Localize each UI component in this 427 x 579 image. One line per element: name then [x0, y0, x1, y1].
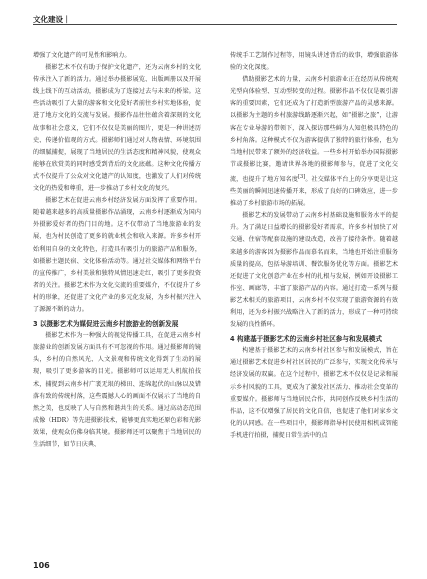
section-heading: 3 以摄影艺术为媒促进云南乡村旅游业的创新发展: [33, 320, 179, 329]
paragraph: 增强了文化遗产的可见性和影响力。: [33, 52, 131, 59]
paragraph: 摄影艺术在促进云南乡村经济发展方面发挥了重要作用。随着越来越多的高质量摄影作品涌现，云南乡村逐渐成为国内外摄影爱好者的热门目的地。这不仅带动了当地旅游业的发展，也为村民创造了更多的就业机会和收入来源。许多乡村开始利用自身的文化特色，打造具有吸引力的旅游产品和服务，如摄影主题民宿、文化体验活动等。通过社交媒体和网络平台的宣传推广，乡村美景和独特风情迅速走红，吸引了更多投资者的关注。摄影艺术作为文化交流的重要媒介，不仅提升了乡村的形象，还促进了文化产业的多元化发展，为乡村振兴注入了源源不断的动力。: [33, 197, 201, 313]
journal-header: 文化建设｜: [33, 15, 71, 24]
paragraph-text: 借助摄影艺术的力量，云南乡村旅游业正在经历从传统观光型向体验型、互动型转变的过程。摄影作品不仅仅是吸引游客的重要因素，它们还成为了打造新型旅游产品的灵感来源。以摄影为主题的乡村旅游线路逐渐兴起，如“摄影之旅”，让游客在专业导游的带领下，深入探访那些鲜为人知但极具特色的乡村角落。这种模式不仅为游客提供了独特的旅行体验，也为当地村民带来了额外的经济收益。一些乡村开始举办国际摄影节或摄影比赛，邀请世界各地的摄影师参与，促进了文化交流，也提升了地方知名度: [230, 76, 398, 183]
page-number: 106: [33, 561, 50, 570]
citation-ref: [3]: [298, 173, 306, 180]
section-heading: 4 构建基于摄影艺术的云南乡村社区参与和发展模式: [230, 335, 382, 344]
header-rule: [33, 24, 397, 25]
paragraph-text: 。社交媒体平台上的分享更是让这些美丽的瞬间迅速传播开来，形成了良好的口碑效应，进一步推动了乡村旅游市场的拓展。: [230, 175, 399, 208]
paragraph: 摄影艺术作为一种强大的视觉传播工具，在促进云南乡村旅游业的创新发展方面具有不可忽视的作用。通过摄影师的镜头，乡村的自然风光、人文景观和传统文化得到了生动的展现，吸引了更多游客的目光。摄影师可以运用无人机航拍技术，捕捉到云南乡村广袤无垠的梯田、连绵起伏的山脉以及错落有致的传统村落，这些震撼人心的画面不仅展示了当地的自然之美，也反映了人与自然和谐共生的关系。通过高动态范围成像（HDR）等先进摄影技术，能够更真实地还原色彩和光影效果，使观众仿佛身临其境。摄影师还可以聚焦于当地居民的生活细节，如节日庆典、: [33, 332, 201, 448]
paragraph: 传统手工艺制作过程等，用镜头讲述背后的故事，增强旅游体验的文化深度。: [230, 52, 398, 72]
paragraph: 构建基于摄影艺术的云南乡村社区参与和发展模式，旨在通过摄影艺术促进乡村社区居民的广泛参与，实现文化传承与经济发展的双赢。在这个过程中，摄影艺术不仅仅是记录和展示乡村风貌的工具，更成为了激发社区活力、推动社会变革的重要媒介。摄影师与当地居民合作，共同创作反映乡村生活的作品，这不仅增强了居民的文化自信，也促进了他们对家乡文化的认同感。在一些项目中，摄影师指导村民使用相机或智能手机进行拍摄，捕捉日常生活中的点: [230, 347, 398, 439]
paragraph: 摄影艺术的发展带动了云南乡村基础设施和服务水平的提升。为了满足日益增长的摄影爱好者需求，许多乡村加快了对交通、住宿等配套设施的建设改造，改善了接待条件。随着越来越多的游客因为摄影作品而慕名而来，当地也开始注重服务质量的提高，包括导游培训、餐饮服务优化等方面。摄影艺术还促进了文化创意产业在乡村的扎根与发展，例如开设摄影工作室、画廊等，丰富了旅游产品的内容。通过打造一系列与摄影艺术相关的旅游项目，云南乡村不仅实现了旅游资源的有效利用，还为乡村振兴战略注入了新的活力，形成了一种可持续发展的良性循环。: [230, 212, 398, 329]
right-column: [230, 50, 398, 442]
left-column: [33, 50, 201, 451]
paragraph: 摄影艺术不仅有助于保护文化遗产，还为云南乡村的文化传承注入了新的活力。通过举办摄影展览、出版画册以及开展线上线下的互动活动，摄影成为了连接过去与未来的桥梁。这些活动吸引了大量的游客和文化爱好者前往乡村实地体验，促进了地方文化的交流与发展。摄影作品往往蕴含着深刻的文化故事和社会意义，它们不仅仅是美丽的图片，更是一种讲述历史、传递价值观的方式。摄影师们通过对人物表情、环境氛围的细腻捕捉，展现了当地居民的生活态度和精神风貌，使观众能够在欣赏美的同时感受到背后的文化底蕴。这种文化传播方式不仅提升了公众对文化遗产的认知度，也激发了人们对传统文化的热爱和尊重，进一步推动了乡村文化的复兴。: [33, 64, 201, 193]
paragraph: [230, 74, 398, 210]
